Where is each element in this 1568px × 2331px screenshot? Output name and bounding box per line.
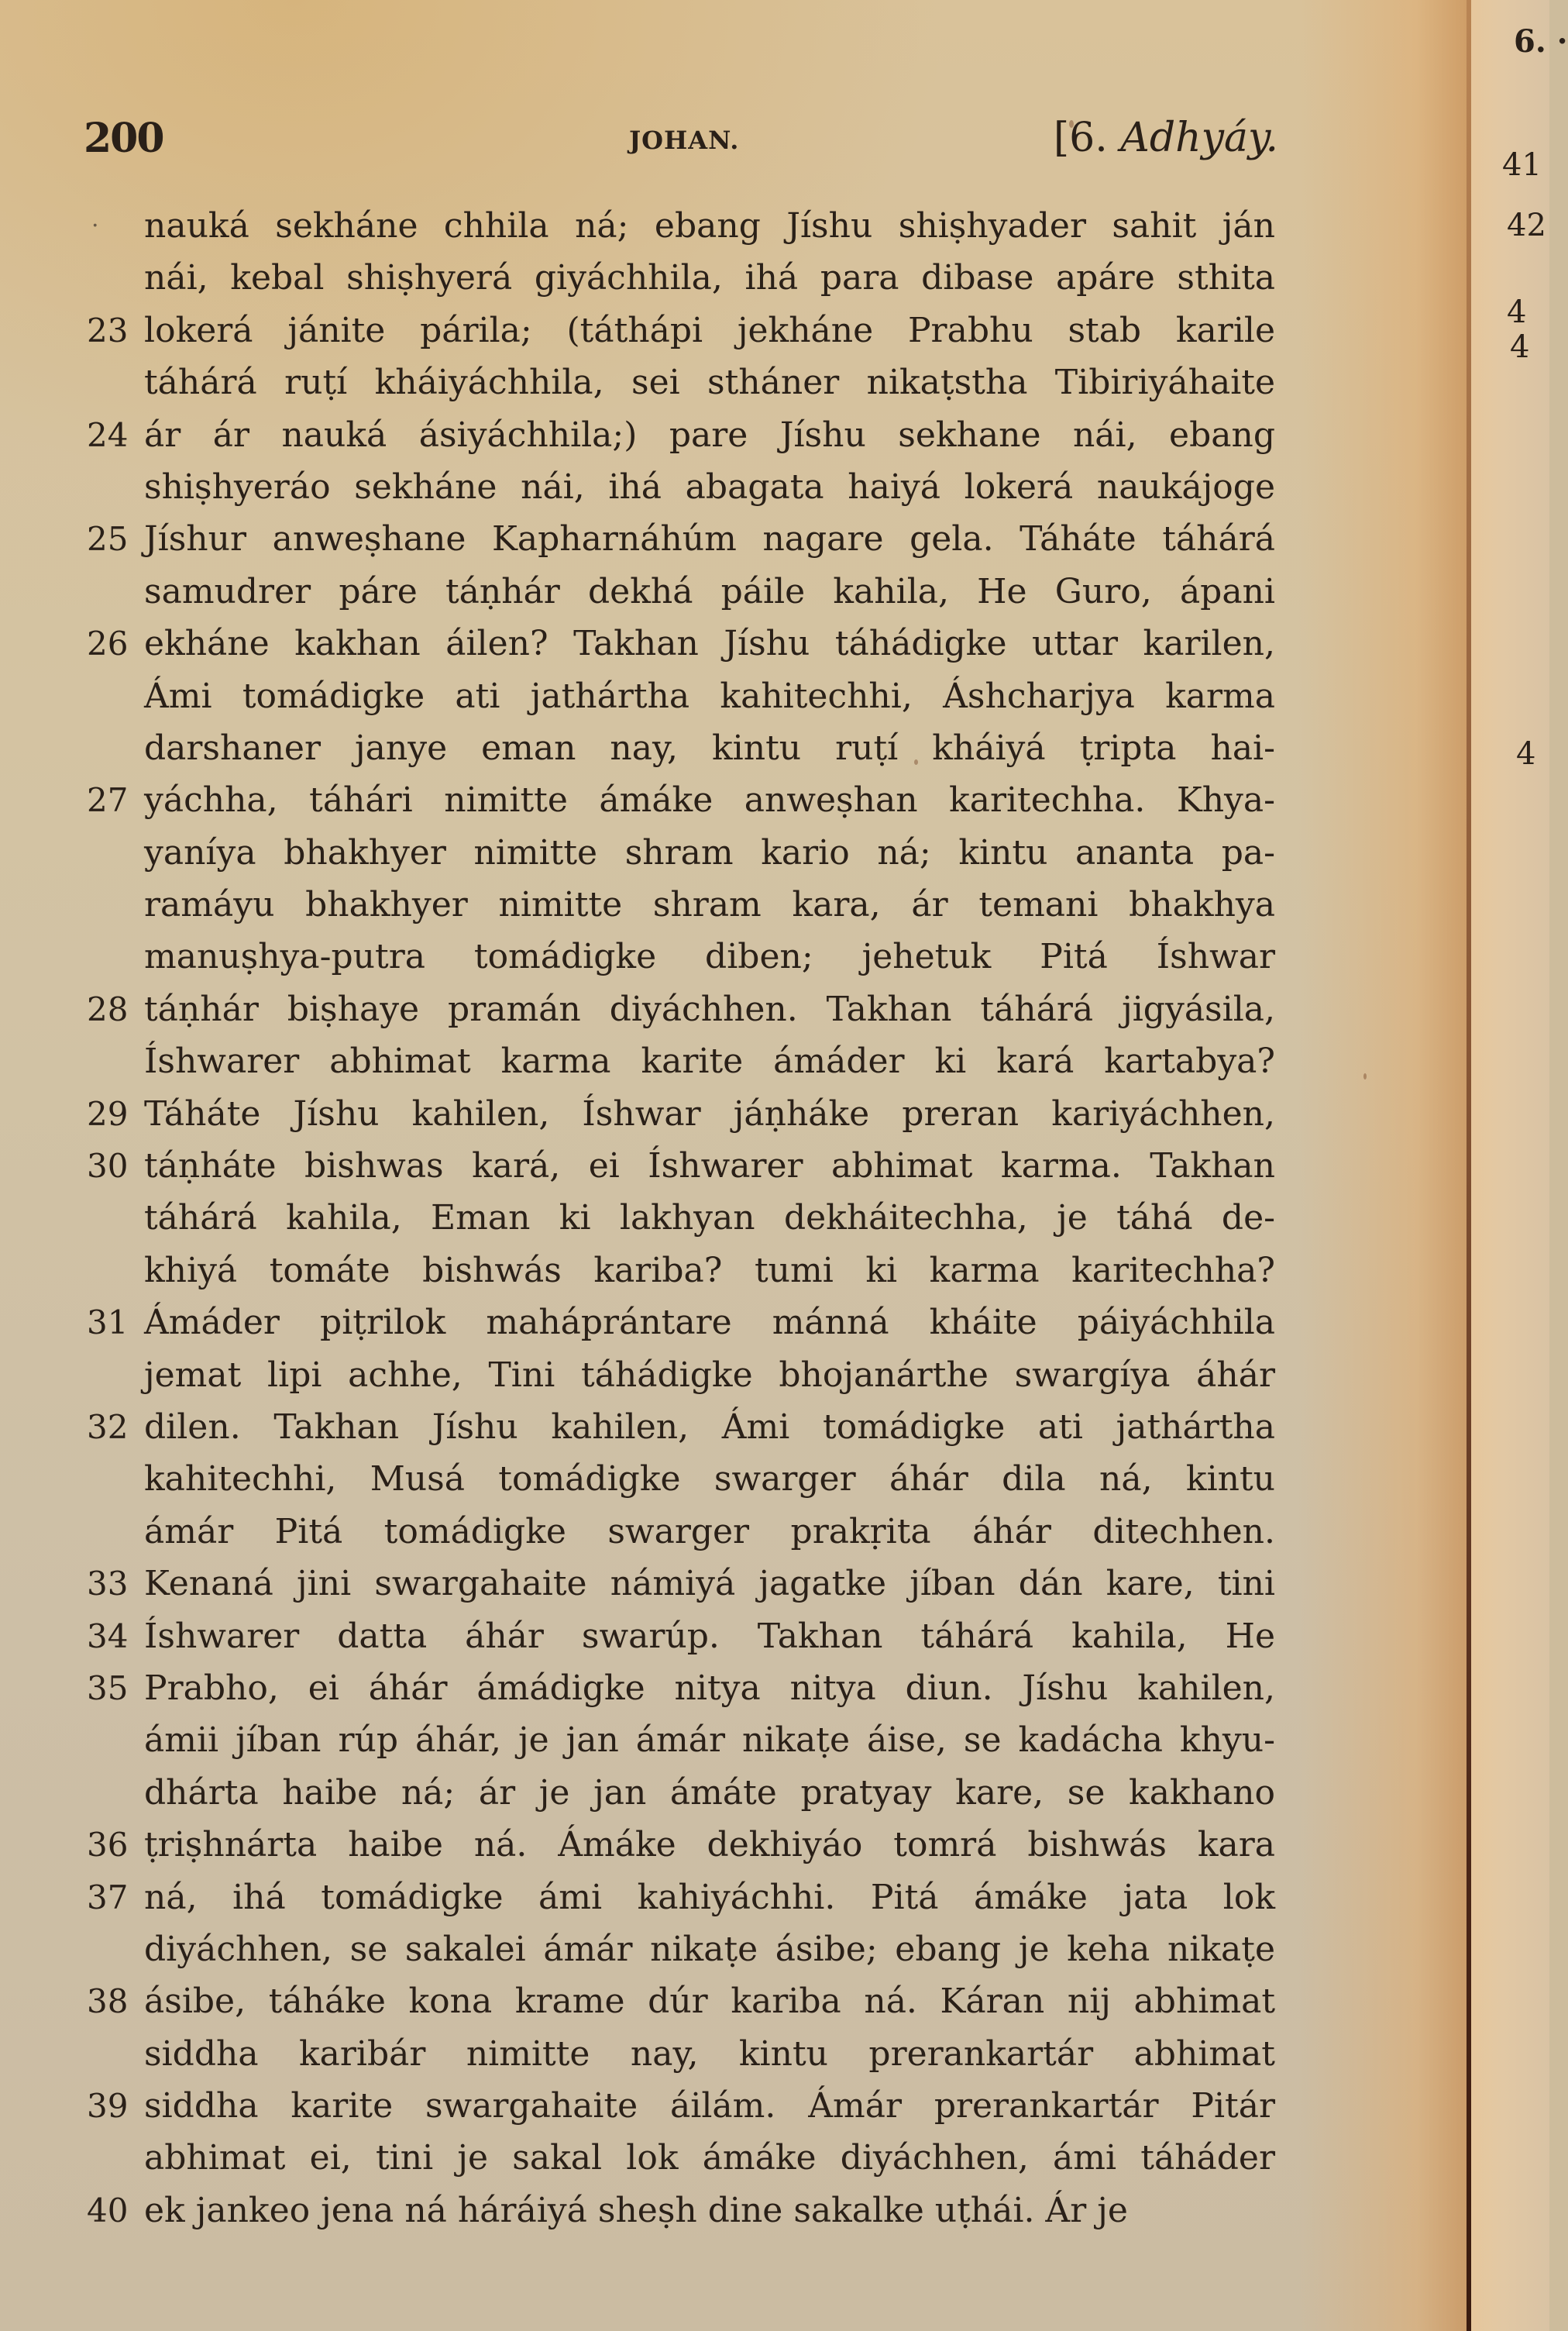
line-text: Jíshur anweṣhane Kapharnáhúm nagare gela. Táháte táhárá — [144, 519, 1275, 560]
book-page-right-edge — [1471, 0, 1568, 2331]
line-text: Ámi tomádigke ati jathártha kahitechhi, Áshcharjya karma — [144, 676, 1275, 716]
verse-number: 40 — [87, 2191, 129, 2229]
text-line — [0, 1975, 1476, 2027]
text-line — [0, 1714, 1476, 1766]
paper-speck — [1069, 120, 1074, 128]
chapter-number: [6. — [1053, 115, 1108, 161]
line-text: abhimat ei, tini je sakal lok ámáke diyáchhen, ámi táháder — [144, 2138, 1275, 2178]
verse-number: 35 — [87, 1668, 129, 1707]
next-page-verse-number: 4 — [1516, 736, 1536, 772]
text-line — [0, 722, 1476, 774]
line-text: siddha karite swargahaite áilám. Ámár prerankartár Pitár — [144, 2086, 1275, 2126]
text-line — [0, 774, 1476, 826]
line-text: shiṣhyeráo sekháne nái, ihá abagata haiyá lokerá naukájoge — [144, 467, 1275, 507]
line-text: Kenaná jini swargahaite námiyá jagatke jíban dán kare, tini — [144, 1564, 1275, 1604]
line-text: ár ár nauká ásiyáchhila;) pare Jíshu sekhane nái, ebang — [144, 415, 1275, 455]
line-text: manuṣhya-putra tomádigke diben; jehetuk Pitá Íshwar — [144, 937, 1275, 977]
text-line — [0, 618, 1476, 670]
verse-number: 24 — [87, 415, 129, 454]
line-text: diyáchhen, se sakalei ámár nikaṭe ásibe; ebang je keha nikaṭe — [144, 1929, 1275, 1969]
page-header — [0, 115, 1476, 169]
line-text: táhárá kahila, Eman ki lakhyan dekháitechha, je táhá de- — [144, 1198, 1275, 1238]
text-line — [0, 1558, 1476, 1610]
verse-number: 37 — [87, 1878, 129, 1916]
text-line — [0, 1506, 1476, 1558]
line-text: táṇhár biṣhaye pramán diyáchhen. Takhan táhárá jigyásila, — [144, 989, 1275, 1029]
next-page-verse-number: 4 — [1510, 329, 1530, 365]
text-line — [0, 1610, 1476, 1662]
line-text: Íshwarer datta áhár swarúp. Takhan táhárá kahila, He — [144, 1616, 1275, 1656]
text-line — [0, 1296, 1476, 1348]
text-line — [0, 566, 1476, 618]
verse-number: 26 — [87, 625, 129, 663]
line-text: ná, ihá tomádigke ámi kahiyáchhi. Pitá ámáke jata lok — [144, 1877, 1275, 1917]
verse-number: 25 — [87, 520, 129, 559]
line-text: jemat lipi achhe, Tini táhádigke bhojanárthe swargíya áhár — [144, 1355, 1275, 1395]
page-body-text — [0, 200, 1476, 2236]
next-page-verse-number: 41 — [1502, 147, 1542, 183]
line-text: dilen. Takhan Jíshu kahilen, Ámi tomádigke ati jathártha — [144, 1407, 1275, 1447]
next-page-verse-number: 42 — [1507, 208, 1546, 243]
text-line — [0, 1140, 1476, 1192]
verse-number: 30 — [87, 1147, 129, 1186]
line-text: ekháne kakhan áilen? Takhan Jíshu táhádigke uttar karilen, — [144, 624, 1275, 664]
text-line — [0, 1401, 1476, 1453]
line-text: yáchha, táhári nimitte ámáke anweṣhan karitechha. Khya- — [144, 780, 1275, 821]
verse-number: 39 — [87, 2087, 129, 2126]
text-line — [0, 2028, 1476, 2080]
text-line — [0, 409, 1476, 461]
text-line — [0, 2132, 1476, 2184]
text-line — [0, 1245, 1476, 1296]
text-line — [0, 1819, 1476, 1871]
verse-number: 31 — [87, 1303, 129, 1342]
line-text: ámii jíban rúp áhár, je jan ámár nikaṭe áise, se kadácha khyu- — [144, 1720, 1275, 1761]
line-text: khiyá tomáte bishwás kariba? tumi ki karma karitechha? — [144, 1250, 1275, 1290]
verse-number: 32 — [87, 1407, 129, 1446]
line-text: Íshwarer abhimat karma karite ámáder ki kará kartabya? — [144, 1042, 1275, 1082]
verse-number: 33 — [87, 1565, 129, 1603]
running-head: JOHAN. — [629, 126, 740, 155]
margin-mark: · — [91, 212, 99, 239]
line-text: ek jankeo jena ná háráiyá sheṣh dine sakalke uṭhái. Ár je — [144, 2190, 1128, 2230]
chapter-label — [1054, 115, 1278, 161]
line-text: ramáyu bhakhyer nimitte shram kara, ár temani bhakhya — [144, 885, 1275, 925]
text-line — [0, 670, 1476, 722]
line-text: samudrer páre táṇhár dekhá páile kahila, He Guro, ápani — [144, 571, 1275, 611]
text-line — [0, 1192, 1476, 1244]
text-line — [0, 305, 1476, 356]
next-page-verse-number: 4 — [1507, 294, 1527, 330]
text-line — [0, 461, 1476, 513]
line-text: ásibe, táháke kona krame dúr kariba ná. Káran nij abhimat — [144, 1982, 1275, 2022]
line-text: yaníya bhakhyer nimitte shram kario ná; kintu ananta pa- — [144, 832, 1275, 873]
verse-number: 28 — [87, 990, 129, 1028]
line-text: siddha karibár nimitte nay, kintu prerankartár abhimat — [144, 2033, 1275, 2074]
verse-number: 36 — [87, 1826, 129, 1864]
paper-speck — [1363, 1073, 1367, 1079]
line-text: Prabho, ei áhár ámádigke nitya nitya diun. Jíshu kahilen, — [144, 1668, 1275, 1708]
verse-number: 29 — [87, 1094, 129, 1133]
page-number: 200 — [84, 115, 163, 162]
text-line — [0, 1349, 1476, 1401]
verse-number: 23 — [87, 311, 129, 349]
text-line — [0, 1871, 1476, 1923]
line-text: kahitechhi, Musá tomádigke swarger áhár dila ná, kintu — [144, 1459, 1275, 1499]
text-line — [0, 1923, 1476, 1975]
text-line — [0, 931, 1476, 983]
line-text: Ámáder piṭrilok maháprántare mánná kháite páiyáchhila — [144, 1303, 1275, 1343]
line-text: darshaner janye eman nay, kintu ruṭí kháiyá ṭripta hai- — [144, 728, 1275, 768]
text-line — [0, 2185, 1476, 2236]
text-line — [0, 1453, 1476, 1505]
text-line — [0, 356, 1476, 408]
line-text: dhárta haibe ná; ár je jan ámáte pratyay kare, se kakhano — [144, 1772, 1275, 1813]
chapter-word: Adhyáy. — [1120, 115, 1278, 161]
next-page-chapter-fragment: 6. · — [1514, 23, 1568, 60]
text-line — [0, 200, 1476, 252]
text-line — [0, 1662, 1476, 1714]
text-line — [0, 1767, 1476, 1819]
text-line — [0, 827, 1476, 879]
line-text: ṭriṣhnárta haibe ná. Ámáke dekhiyáo tomrá bishwás kara — [144, 1825, 1275, 1865]
line-text: táṇháte bishwas kará, ei Íshwarer abhimat karma. Takhan — [144, 1146, 1275, 1186]
text-line — [0, 513, 1476, 565]
text-line — [0, 1035, 1476, 1087]
text-line — [0, 252, 1476, 304]
verse-number: 34 — [87, 1617, 129, 1655]
text-line — [0, 2080, 1476, 2132]
line-text: ámár Pitá tomádigke swarger prakṛita áhár ditechhen. — [144, 1511, 1275, 1551]
text-line — [0, 879, 1476, 931]
text-line — [0, 983, 1476, 1035]
paper-speck — [914, 759, 918, 765]
line-text: lokerá jánite párila; (táthápi jekháne Prabhu stab karile — [144, 310, 1275, 350]
verse-number: 27 — [87, 781, 129, 820]
line-text: táhárá ruṭí kháiyáchhila, sei stháner nikaṭstha Tibiriyáhaite — [144, 363, 1275, 403]
text-line — [0, 1088, 1476, 1140]
verse-number: 38 — [87, 1982, 129, 2021]
line-text: nái, kebal shiṣhyerá giyáchhila, ihá para dibase apáre sthita — [144, 258, 1275, 298]
line-text: nauká sekháne chhila ná; ebang Jíshu shiṣhyader sahit ján — [144, 206, 1275, 246]
line-text: Táháte Jíshu kahilen, Íshwar jáṇháke preran kariyáchhen, — [144, 1093, 1275, 1134]
